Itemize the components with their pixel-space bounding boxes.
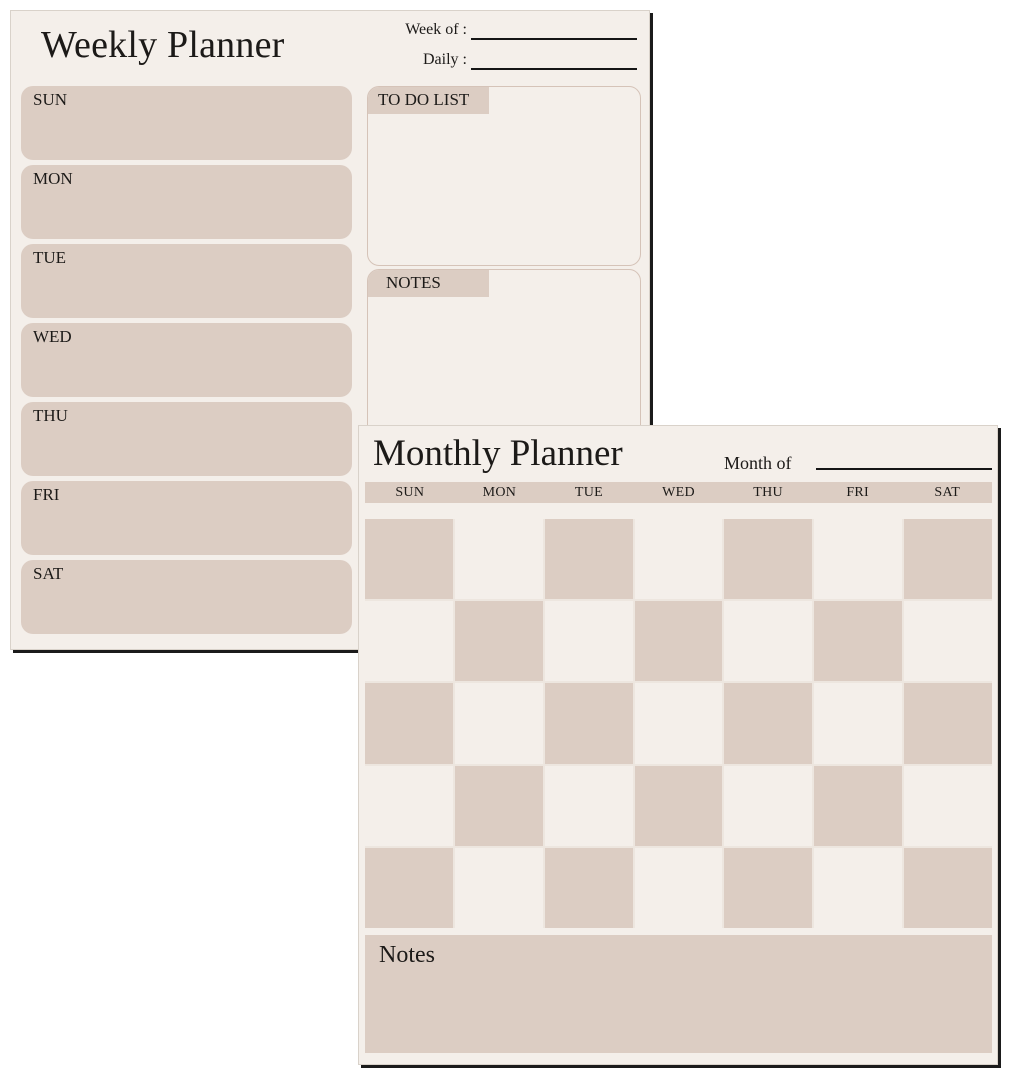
day-box-thu[interactable] (21, 402, 352, 476)
weekday-header-thu: THU (753, 485, 783, 500)
day-label: TUE (33, 248, 67, 267)
calendar-day-cell[interactable] (904, 848, 992, 928)
weekly-notes-label: NOTES (386, 273, 441, 292)
monthly-notes-box[interactable] (365, 935, 992, 1053)
day-label: MON (33, 169, 73, 188)
calendar-day-cell[interactable] (814, 848, 902, 928)
month-of-label: Month of (724, 453, 792, 473)
calendar-day-cell[interactable] (365, 519, 453, 599)
calendar-day-cell[interactable] (635, 766, 723, 846)
calendar-day-cell[interactable] (545, 766, 633, 846)
week-of-label: Week of : (405, 21, 467, 38)
calendar-day-cell[interactable] (365, 683, 453, 763)
day-label: SAT (33, 564, 64, 583)
todo-list-label: TO DO LIST (378, 90, 470, 109)
calendar-day-cell[interactable] (904, 683, 992, 763)
calendar-day-cell[interactable] (365, 848, 453, 928)
calendar-day-cell[interactable] (365, 766, 453, 846)
calendar-day-cell[interactable] (724, 683, 812, 763)
calendar-day-cell[interactable] (455, 683, 543, 763)
calendar-day-cell[interactable] (724, 766, 812, 846)
weekly-notes-tab (368, 270, 489, 297)
calendar-day-cell[interactable] (635, 683, 723, 763)
weekday-header-wed: WED (662, 485, 695, 500)
calendar-day-cell[interactable] (814, 766, 902, 846)
calendar-day-cell[interactable] (545, 519, 633, 599)
weekday-header-mon: MON (482, 485, 517, 500)
day-box-sat[interactable] (21, 560, 352, 634)
day-label: FRI (33, 485, 60, 504)
calendar-day-cell[interactable] (455, 601, 543, 681)
month-of-line[interactable] (816, 468, 992, 470)
weekly-planner-title: Weekly Planner (41, 24, 285, 66)
weekday-header-sat: SAT (934, 485, 961, 500)
calendar-day-cell[interactable] (904, 519, 992, 599)
daily-line[interactable] (471, 68, 637, 70)
calendar-day-cell[interactable] (814, 519, 902, 599)
day-label: SUN (33, 90, 68, 109)
monthly-planner-sheet (358, 425, 998, 1065)
monthly-planner-title: Monthly Planner (373, 433, 623, 474)
monthly-notes-label: Notes (379, 942, 435, 968)
week-of-line[interactable] (471, 38, 637, 40)
todo-list-tab (368, 87, 489, 114)
day-box-mon[interactable] (21, 165, 352, 239)
calendar-day-cell[interactable] (545, 683, 633, 763)
weekday-header-bar (365, 482, 992, 503)
calendar-day-cell[interactable] (904, 601, 992, 681)
calendar-day-cell[interactable] (455, 519, 543, 599)
calendar-day-cell[interactable] (724, 848, 812, 928)
weekday-header-sun: SUN (395, 485, 425, 500)
calendar-day-cell[interactable] (365, 601, 453, 681)
daily-field[interactable] (371, 51, 639, 73)
calendar-day-cell[interactable] (545, 848, 633, 928)
weekday-header-tue: TUE (574, 485, 603, 500)
day-label: WED (33, 327, 72, 346)
weekday-header-fri: FRI (846, 485, 870, 500)
todo-list-box[interactable] (367, 86, 641, 266)
calendar-grid (365, 519, 992, 928)
day-label: THU (33, 406, 68, 425)
calendar-day-cell[interactable] (814, 601, 902, 681)
day-box-wed[interactable] (21, 323, 352, 397)
month-of-field[interactable] (724, 453, 994, 475)
calendar-day-cell[interactable] (455, 766, 543, 846)
daily-label: Daily : (423, 51, 467, 68)
calendar-day-cell[interactable] (635, 519, 723, 599)
calendar-day-cell[interactable] (635, 601, 723, 681)
day-box-tue[interactable] (21, 244, 352, 318)
week-of-field[interactable] (371, 21, 639, 43)
calendar-day-cell[interactable] (635, 848, 723, 928)
calendar-day-cell[interactable] (724, 519, 812, 599)
calendar-day-cell[interactable] (904, 766, 992, 846)
calendar-day-cell[interactable] (545, 601, 633, 681)
calendar-day-cell[interactable] (814, 683, 902, 763)
day-box-sun[interactable] (21, 86, 352, 160)
day-box-fri[interactable] (21, 481, 352, 555)
calendar-day-cell[interactable] (455, 848, 543, 928)
calendar-day-cell[interactable] (724, 601, 812, 681)
